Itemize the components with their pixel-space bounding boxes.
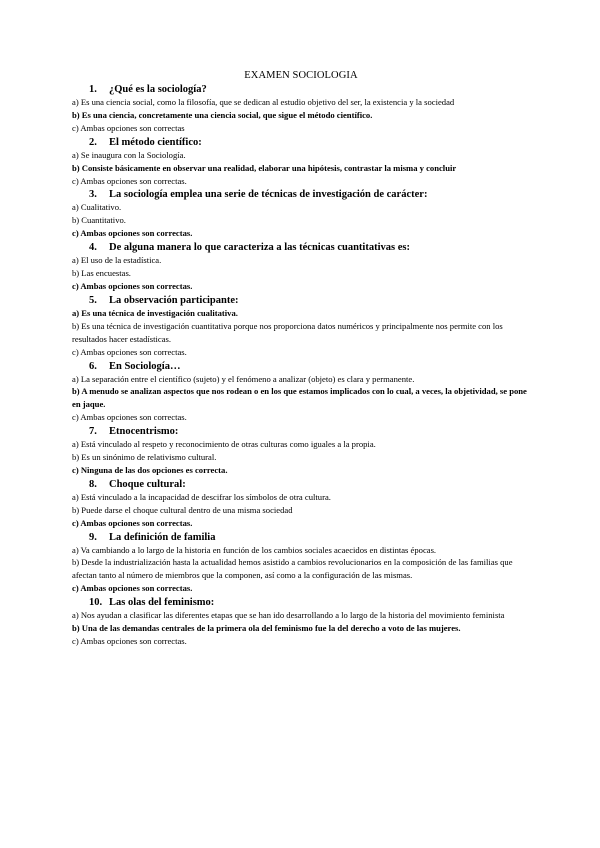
question-heading [89, 294, 530, 307]
question-number: 4. [89, 242, 97, 254]
answer-option-c: c) Ambas opciones son correctas. [72, 636, 187, 646]
answer-option-c: c) Ambas opciones son correctas. [72, 228, 193, 239]
answer-option-b: b) Consiste básicamente en observar una realidad, elaborar una hipótesis, contrastar la misma y concluir [72, 162, 457, 173]
answer-option-c: c) Ambas opciones son correctas. [72, 412, 187, 423]
question-text: Las olas del feminismo: [109, 597, 215, 609]
question-heading [89, 425, 530, 438]
question-text: Choque cultural: [109, 478, 186, 490]
answer-option-a: a) Va cambiando a lo largo de la historia en función de los cambios sociales acaecidos en distintas épocas. [72, 544, 437, 555]
answer-option-a: a) Es una técnica de investigación cualitativa. [72, 307, 238, 318]
question-number: 9. [89, 531, 97, 543]
answer-option-b: b) Desde la industrialización hasta la actualidad hemos asistido a cambios revolucionarios en la composición de las familias que afectan tanto al número de miembros que la componen, así como a la configuración de las mismas. [72, 557, 513, 581]
question-block [72, 241, 530, 293]
question-block [72, 294, 530, 359]
answer-option-a: a) Está vinculado a la incapacidad de descifrar los símbolos de otra cultura. [72, 491, 331, 502]
question-heading [89, 596, 530, 609]
question-block [72, 596, 530, 648]
question-text: ¿Qué es la sociología? [109, 84, 207, 95]
question-block [72, 478, 530, 530]
answer-option-b: b) Puede darse el choque cultural dentro de una misma sociedad [72, 504, 293, 515]
question-heading [89, 136, 530, 149]
answer-option-b: b) Es una ciencia, concretamente una ciencia social, que sigue el método científico. [72, 109, 373, 120]
answer-option-a: a) Cualitativo. [72, 202, 122, 213]
page-title: EXAMEN SOCIOLOGIA [244, 70, 358, 81]
answer-option-b: b) Una de las demandas centrales de la primera ola del feminismo fue la del derecho a voto de las mujeres. [72, 623, 461, 634]
question-number: 5. [89, 294, 97, 306]
question-block [72, 360, 530, 425]
answer-option-a: a) Nos ayudan a clasificar las diferentes etapas que se han ido desarrollando a lo largo de la historia del movimiento feminista [72, 610, 505, 621]
answer-option-a: a) Es una ciencia social, como la filosofía, que se dedican al estudio objetivo del ser, la existencia y la sociedad [72, 97, 455, 107]
answer-option-c: c) Ambas opciones son correctas. [72, 280, 193, 291]
question-text: El método científico: [109, 136, 202, 148]
answer-option-a: a) Se inaugura con la Sociología. [72, 149, 186, 160]
question-heading [89, 241, 530, 254]
question-number: 6. [89, 360, 97, 372]
question-text: La observación participante: [109, 294, 239, 306]
question-heading [89, 531, 530, 544]
answer-option-a: a) El uso de la estadística. [72, 255, 162, 266]
question-number: 8. [89, 478, 97, 490]
answer-option-b: b) Cuantitativo. [72, 215, 126, 226]
question-heading [89, 360, 530, 373]
question-number: 10. [89, 597, 103, 609]
question-block [72, 425, 530, 477]
answer-option-a: a) Está vinculado al respeto y reconocimiento de otras culturas como iguales a la propia. [72, 439, 376, 450]
question-text: En Sociología… [109, 360, 181, 372]
answer-option-b: b) Es un sinónimo de relativismo cultural. [72, 452, 217, 463]
question-block [72, 83, 530, 135]
question-heading [89, 188, 530, 201]
question-heading [89, 478, 530, 491]
answer-option-c: c) Ambas opciones son correctas. [72, 346, 187, 357]
answer-option-c: c) Ambas opciones son correctas. [72, 583, 193, 594]
question-text: De alguna manera lo que caracteriza a las técnicas cuantitativas es: [109, 242, 410, 254]
question-number: 2. [89, 136, 97, 148]
answer-option-a: a) La separación entre el científico (sujeto) y el fenómeno a analizar (objeto) es clara y permanente. [72, 373, 415, 384]
answer-option-c: c) Ambas opciones son correctas [72, 122, 185, 133]
question-number: 7. [89, 426, 97, 438]
question-block [72, 136, 530, 188]
question-text: Etnocentrismo: [109, 426, 179, 438]
answer-option-c: c) Ambas opciones son correctas. [72, 175, 187, 186]
question-text: La definición de familia [109, 531, 216, 543]
answer-option-c: c) Ambas opciones son correctas. [72, 517, 193, 528]
question-block [72, 188, 530, 240]
answer-option-b: b) Las encuestas. [72, 268, 131, 279]
question-text: La sociología emplea una serie de técnicas de investigación de carácter: [109, 189, 428, 201]
answer-option-c: c) Ninguna de las dos opciones es correcta. [72, 464, 228, 475]
question-number: 3. [89, 189, 97, 201]
answer-option-b: b) Es una técnica de investigación cuantitativa porque nos proporciona datos numéricos y principalmente nos permite con los resultados hacer estadísticas. [72, 320, 503, 344]
exam-content [72, 70, 530, 648]
question-heading [89, 83, 530, 96]
question-block [72, 531, 530, 596]
answer-option-b: b) A menudo se analizan aspectos que nos rodean o en los que estamos implicados con lo cual, a veces, la objetividad, se pone en jaque. [72, 386, 527, 410]
question-number: 1. [89, 84, 97, 95]
